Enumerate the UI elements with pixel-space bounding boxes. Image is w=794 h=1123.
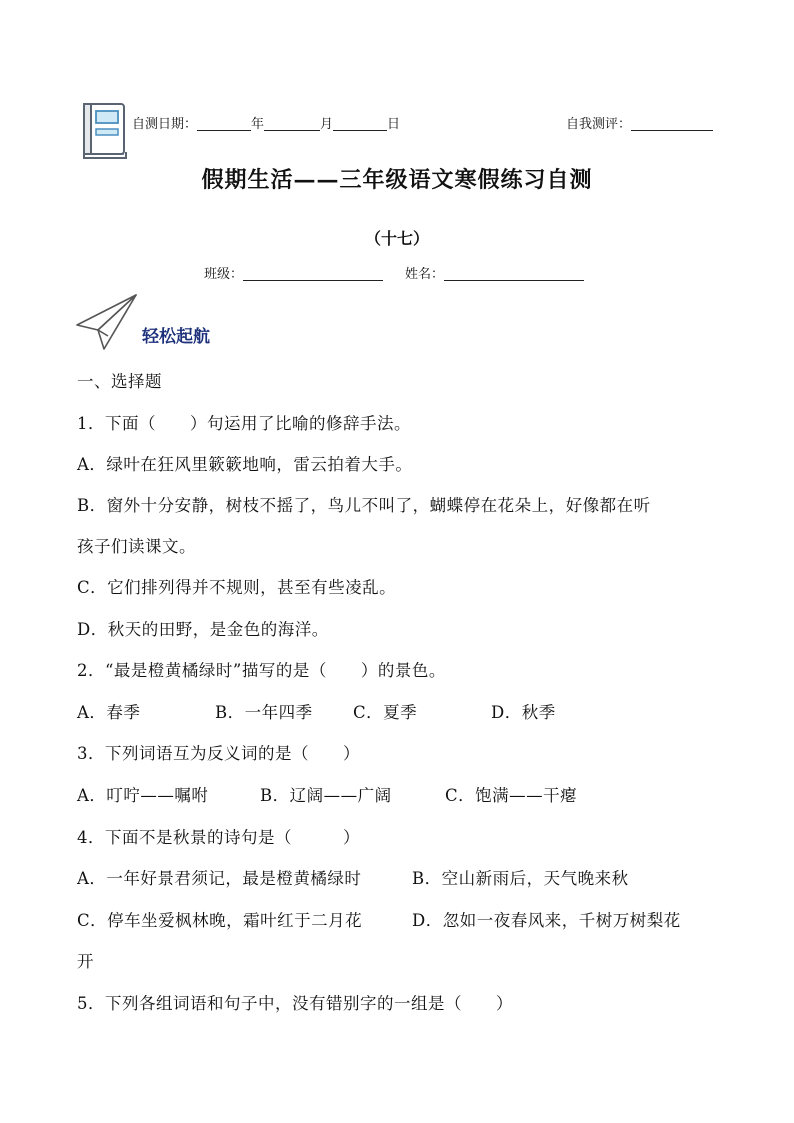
month-label: 月 <box>320 117 334 132</box>
question-3-option-a: A．叮咛——嘱咐 <box>77 786 209 805</box>
eval-blank[interactable] <box>631 116 713 131</box>
day-blank[interactable] <box>333 116 387 131</box>
year-blank[interactable] <box>197 116 251 131</box>
question-4-option-d: D．忽如一夜春风来，千树万树梨花 <box>412 911 681 930</box>
question-2-option-c: C．夏季 <box>353 703 418 722</box>
question-3-option-b: B．辽阔——广阔 <box>260 786 392 805</box>
question-1-stem: 1．下面（ ）句运用了比喻的修辞手法。 <box>77 414 411 433</box>
class-name-line <box>204 263 584 282</box>
question-2-option-a: A．春季 <box>77 703 141 722</box>
month-blank[interactable] <box>264 116 320 131</box>
name-label: 姓名： <box>405 267 445 282</box>
question-1-option-a: A．绿叶在狂风里簌簌地响，雷云拍着大手。 <box>77 455 413 474</box>
question-4-option-c: C．停车坐爱枫林晚，霜叶红于二月花 <box>77 911 363 930</box>
question-4-stem: 4．下面不是秋景的诗句是（ ） <box>77 828 360 847</box>
question-2-option-b: B．一年四季 <box>215 703 313 722</box>
question-1-option-c: C．它们排列得并不规则，甚至有些凌乱。 <box>77 578 397 597</box>
name-blank[interactable] <box>444 266 584 281</box>
question-2-stem: 2．“最是橙黄橘绿时”描写的是（ ）的景色。 <box>77 661 446 680</box>
question-5-stem: 5．下列各组词语和句子中，没有错别字的一组是（ ） <box>77 994 513 1013</box>
page-subtitle: （十七） <box>364 229 429 248</box>
question-1-option-b: B．窗外十分安静，树枝不摇了，鸟儿不叫了，蝴蝶停在花朵上，好像都在听 <box>77 496 651 515</box>
class-blank[interactable] <box>243 266 383 281</box>
question-4-option-b: B．空山新雨后，天气晚来秋 <box>412 869 629 888</box>
question-2-option-d: D．秋季 <box>491 703 556 722</box>
paper-plane-icon <box>74 292 140 352</box>
question-3-option-c: C．饱满——干瘪 <box>445 786 578 805</box>
self-test-date-line <box>132 113 400 132</box>
self-evaluation-line <box>566 113 713 132</box>
section-title: 轻松起航 <box>142 327 210 347</box>
eval-label: 自我测评： <box>566 117 632 132</box>
question-4-option-d-continued: 开 <box>77 952 94 971</box>
question-3-stem: 3．下列词语互为反义词的是（ ） <box>77 744 360 763</box>
date-label: 自测日期： <box>132 117 198 132</box>
day-label: 日 <box>387 117 401 132</box>
part-heading: 一、选择题 <box>77 372 162 391</box>
page-title: 假期生活——三年级语文寒假练习自测 <box>201 167 593 193</box>
class-label: 班级： <box>204 267 244 282</box>
question-1-option-d: D．秋天的田野，是金色的海洋。 <box>77 620 329 639</box>
question-4-option-a: A．一年好景君须记，最是橙黄橘绿时 <box>77 869 362 888</box>
book-icon <box>80 102 130 160</box>
question-1-option-b-continued: 孩子们读课文。 <box>77 537 196 556</box>
year-label: 年 <box>251 117 265 132</box>
